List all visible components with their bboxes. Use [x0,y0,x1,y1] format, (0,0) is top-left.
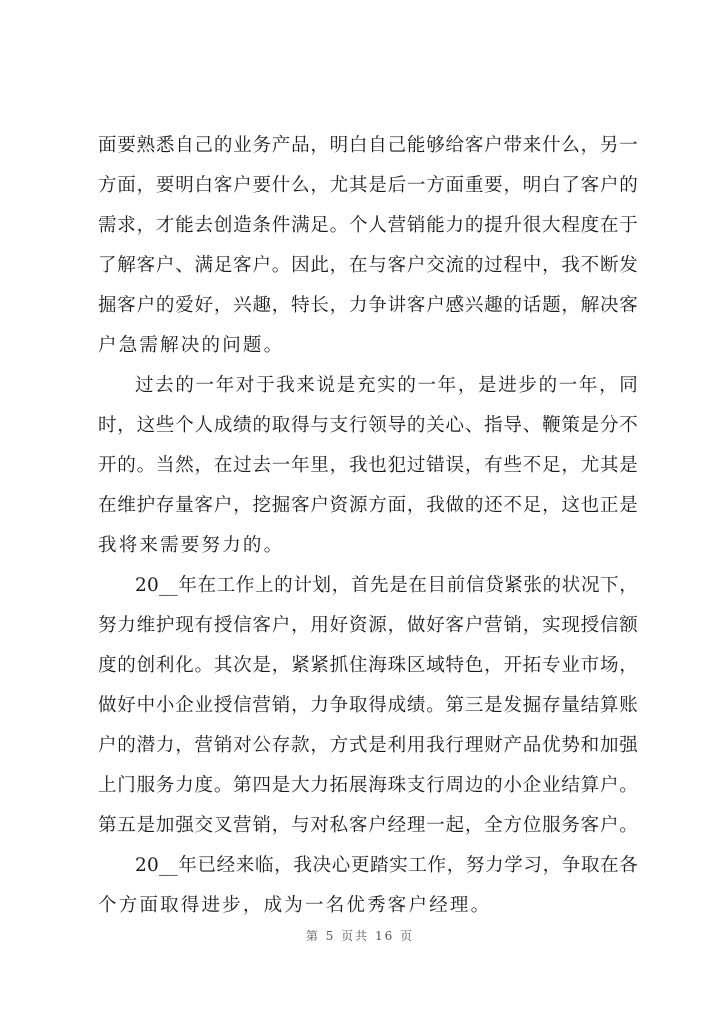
paragraph-line: 度的创利化。其次是，紧紧抓住海珠区域特色，开拓专业市场， [98,655,638,676]
paragraph-line: 做好中小企业授信营销，力争取得成绩。第三是发掘存量结算账 [98,695,638,716]
paragraph-line: 面要熟悉自己的业务产品，明白自己能够给客户带来什么，另一 [98,135,638,156]
page-number-footer: 第 5 页共 16 页 [305,929,415,943]
paragraph-line: 掘客户的爱好，兴趣，特长，力争讲客户感兴趣的话题，解决客 [98,295,638,316]
paragraph-line: 第五是加强交叉营销，与对私客户经理一起，全方位服务客户。 [98,815,638,836]
paragraph-line: 方面，要明白客户要什么，尤其是后一方面重要，明白了客户的 [98,175,638,196]
paragraph-line: 20__年已经来临，我决心更踏实工作，努力学习，争取在各 [135,855,638,876]
paragraph-line: 了解客户、满足客户。因此，在与客户交流的过程中，我不断发 [98,255,638,276]
paragraph-line: 开的。当然，在过去一年里，我也犯过错误，有些不足，尤其是 [98,455,638,476]
paragraph-line: 个方面取得进步，成为一名优秀客户经理。 [98,895,492,916]
paragraph-line: 时，这些个人成绩的取得与支行领导的关心、指导、鞭策是分不 [98,415,638,436]
paragraph-line: 户的潜力，营销对公存款，方式是利用我行理财产品优势和加强 [98,735,638,756]
paragraph-line: 努力维护现有授信客户，用好资源，做好客户营销，实现授信额 [98,615,638,636]
paragraph-line: 在维护存量客户，挖掘客户资源方面，我做的还不足，这也正是 [98,495,638,516]
paragraph-line: 户急需解决的问题。 [98,335,285,356]
paragraph-line: 需求，才能去创造条件满足。个人营销能力的提升很大程度在于 [98,215,638,236]
paragraph-line: 上门服务力度。第四是大力拓展海珠支行周边的小企业结算户。 [98,775,638,796]
paragraph-line: 我将来需要努力的。 [98,535,285,556]
paragraph-line: 过去的一年对于我来说是充实的一年，是进步的一年，同 [135,375,638,396]
paragraph-line: 20__年在工作上的计划，首先是在目前信贷紧张的状况下， [135,575,638,596]
